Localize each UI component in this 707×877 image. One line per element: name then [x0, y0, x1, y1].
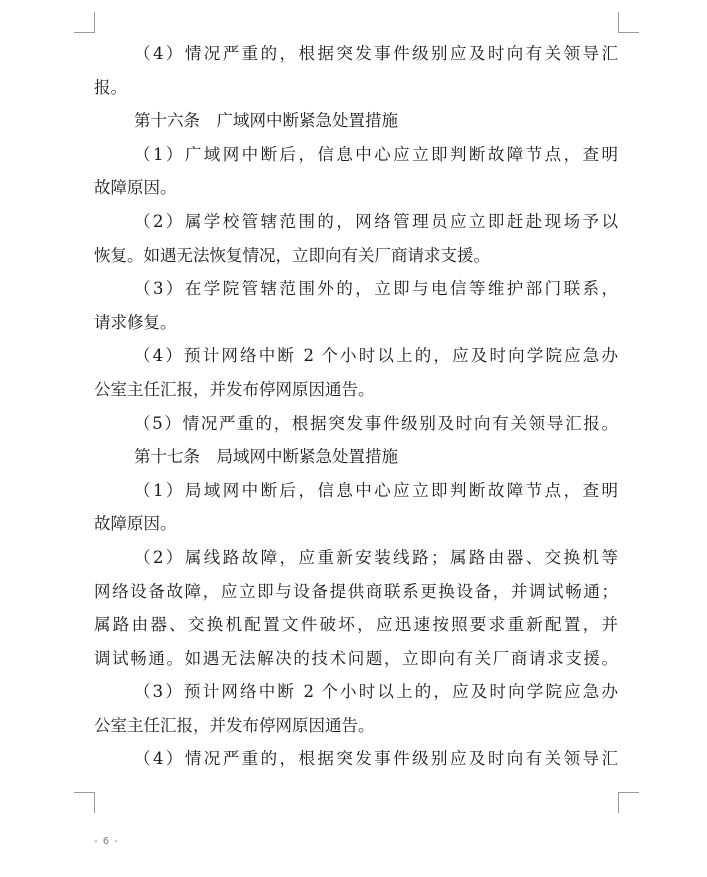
text-line: （4）预计网络中断 2 个小时以上的，应及时向学院应急办: [134, 346, 618, 366]
text-line: （3）预计网络中断 2 个小时以上的，应及时向学院应急办: [134, 682, 618, 702]
text-line: （2）属学校管辖范围的，网络管理员应立即赶赴现场予以: [134, 211, 618, 231]
text-line: （5）情况严重的，根据突发事件级别及时向有关领导汇报。: [134, 413, 618, 433]
page-number: - 6 -: [94, 836, 119, 847]
text-line: 属路由器、交换机配置文件破坏，应迅速按照要求重新配置，并: [94, 615, 618, 635]
text-line: 故障原因。: [94, 178, 177, 198]
text-line: （4）情况严重的，根据突发事件级别应及时向有关领导汇: [134, 44, 618, 63]
text-line: （3）在学院管辖范围外的，立即与电信等维护部门联系，: [134, 279, 618, 299]
text-line: （1）广域网中断后，信息中心应立即判断故障节点，查明: [134, 144, 618, 164]
document-body: [94, 37, 618, 776]
text-line: 公室主任汇报，并发布停网原因通告。: [94, 715, 375, 735]
text-line: （4）情况严重的，根据突发事件级别应及时向有关领导汇: [134, 749, 618, 769]
section-heading: 第十七条 局域网中断紧急处置措施: [134, 447, 398, 467]
text-line: （1）局域网中断后，信息中心应立即判断故障节点，查明: [134, 480, 618, 500]
text-line: 故障原因。: [94, 514, 177, 534]
text-line: 公室主任汇报，并发布停网原因通告。: [94, 379, 375, 399]
crop-mark-top-right: [618, 12, 639, 33]
text-line: （2）属线路故障，应重新安装线路；属路由器、交换机等: [134, 547, 618, 567]
crop-mark-bottom-left: [74, 792, 95, 813]
crop-mark-top-left: [74, 12, 95, 33]
section-heading: 第十六条 广域网中断紧急处置措施: [134, 111, 398, 131]
text-line: 请求修复。: [94, 312, 177, 332]
text-line: 调试畅通。如遇无法解决的技术问题，立即向有关厂商请求支援。: [94, 648, 618, 668]
crop-mark-bottom-right: [618, 792, 639, 813]
text-line: 网络设备故障，应立即与设备提供商联系更换设备，并调试畅通；: [94, 581, 618, 601]
text-line: 报。: [94, 77, 127, 97]
text-line: 恢复。如遇无法恢复情况，立即向有关厂商请求支援。: [94, 245, 490, 265]
